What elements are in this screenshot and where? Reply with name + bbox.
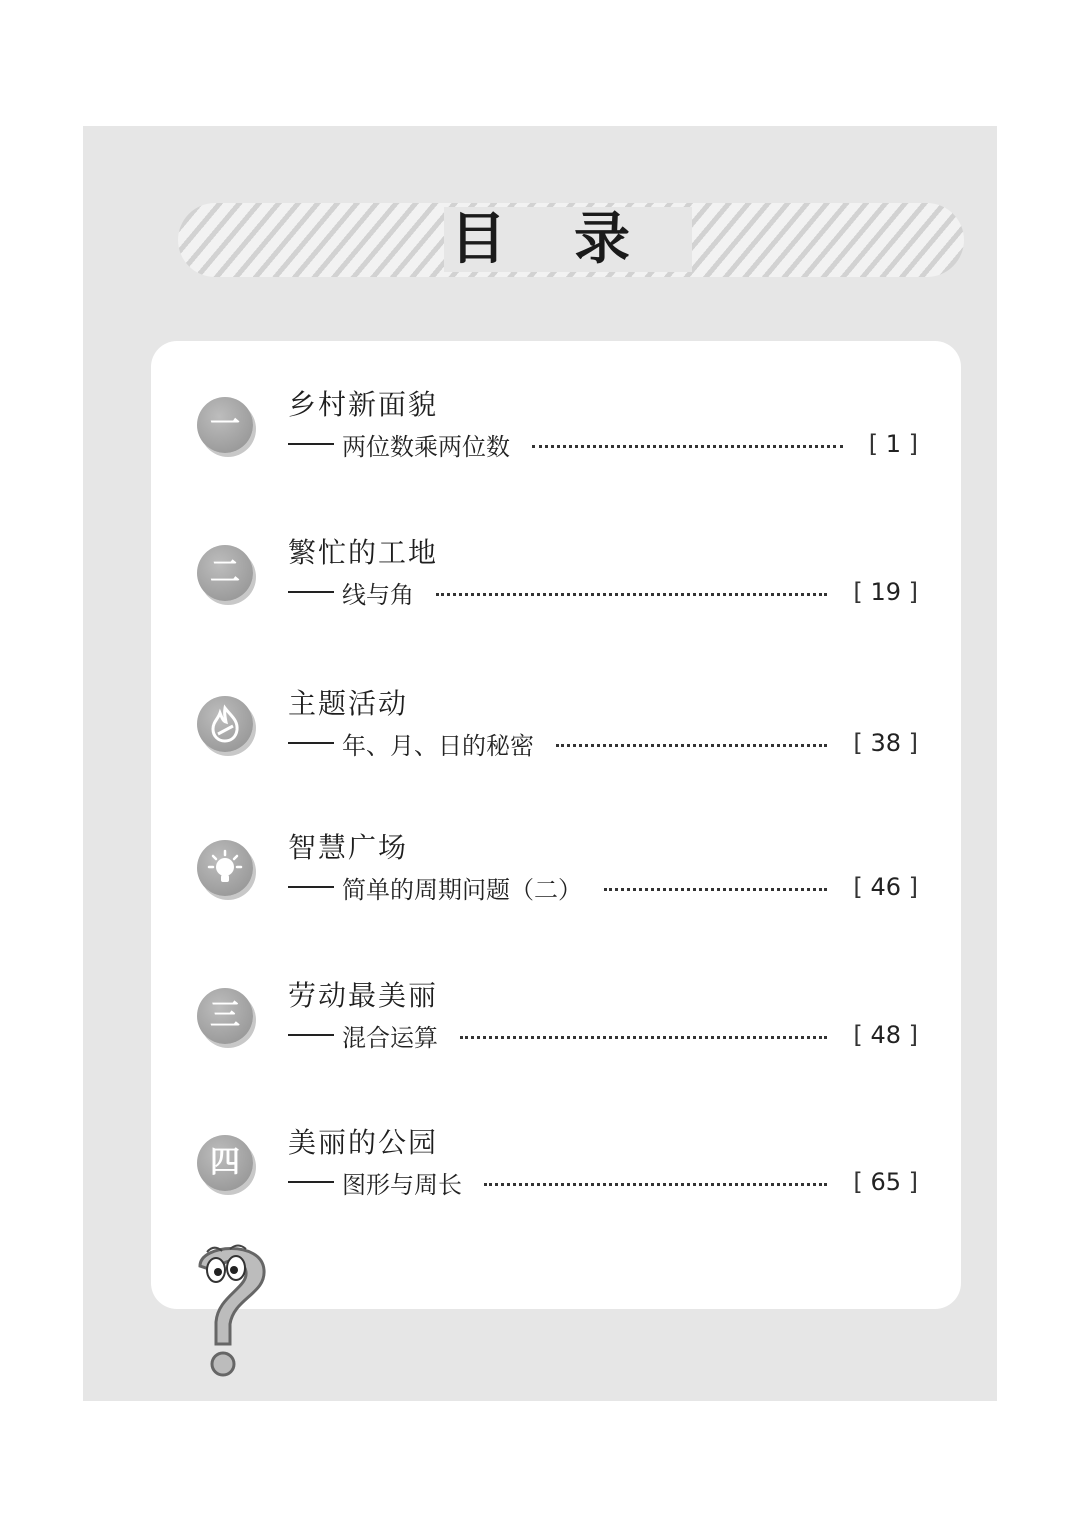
dash (288, 1034, 334, 1036)
dash (288, 742, 334, 744)
chapter-subtitle: 简单的周期问题（二） (342, 875, 582, 904)
bracket-close: ] (908, 578, 918, 606)
dot-leader (484, 1183, 827, 1186)
bracket-open: [ (853, 729, 863, 757)
toc-entry[interactable] (195, 974, 925, 1064)
subtitle-row (288, 726, 918, 760)
subtitle-row (288, 1165, 918, 1199)
chapter-badge: 一 (197, 397, 253, 453)
bracket-close: ] (908, 1021, 918, 1049)
dash (288, 591, 334, 593)
lightbulb-icon (197, 840, 253, 896)
dot-leader (604, 888, 827, 891)
bracket-open: [ (853, 873, 863, 901)
bracket-open: [ (853, 578, 863, 606)
chapter-subtitle: 图形与周长 (342, 1170, 462, 1199)
toc-entry[interactable] (195, 531, 925, 621)
chapter-badge: 四 (197, 1135, 253, 1191)
bracket-open: [ (868, 430, 879, 458)
dot-leader (556, 744, 827, 747)
page-number (853, 873, 918, 901)
chapter-subtitle: 混合运算 (342, 1023, 438, 1052)
page-number-value: 19 (870, 578, 901, 606)
chapter-subtitle: 线与角 (342, 580, 414, 609)
chapter-subtitle: 两位数乘两位数 (342, 432, 510, 461)
dot-leader (436, 593, 827, 596)
chapter-title: 乡村新面貌 (288, 388, 439, 421)
bracket-close: ] (908, 1168, 918, 1196)
dash (288, 1181, 334, 1183)
page-title (0, 204, 1080, 276)
chapter-subtitle: 年、月、日的秘密 (342, 731, 534, 760)
bracket-close: ] (908, 873, 918, 901)
toc-entry[interactable] (195, 1121, 925, 1211)
chapter-title: 智慧广场 (288, 831, 409, 864)
page-number (853, 729, 918, 757)
chapter-title: 主题活动 (288, 687, 409, 720)
subtitle-row (288, 1018, 918, 1052)
dash (288, 886, 334, 888)
page-number-value: 46 (870, 873, 901, 901)
dot-leader (460, 1036, 827, 1039)
subtitle-row (288, 870, 918, 904)
chapter-badge: 二 (197, 545, 253, 601)
page-number (853, 1021, 918, 1049)
bracket-close: ] (908, 729, 918, 757)
page-number-value: 48 (870, 1021, 901, 1049)
page-number (853, 1168, 918, 1196)
toc-entry[interactable] (195, 383, 925, 473)
toc-entry[interactable] (195, 826, 925, 916)
page-number-value: 38 (870, 729, 901, 757)
bracket-open: [ (853, 1168, 863, 1196)
page-number-value: 1 (885, 430, 901, 458)
page-number (853, 578, 918, 606)
page-title-char-1: 目 (444, 207, 568, 272)
chapter-title: 劳动最美丽 (288, 979, 439, 1012)
toc-entry[interactable] (195, 682, 925, 772)
page-title-char-2: 录 (568, 207, 692, 272)
page-number (869, 430, 918, 458)
chapter-title: 繁忙的工地 (288, 536, 439, 569)
subtitle-row (288, 575, 918, 609)
question-mark-mascot-icon (186, 1236, 276, 1381)
dot-leader (532, 445, 843, 448)
bracket-open: [ (853, 1021, 863, 1049)
bracket-close: ] (908, 430, 918, 458)
dash (288, 443, 334, 445)
chapter-title: 美丽的公园 (288, 1126, 439, 1159)
chapter-badge: 三 (197, 988, 253, 1044)
flame-icon (197, 696, 253, 752)
page-number-value: 65 (870, 1168, 901, 1196)
subtitle-row (288, 427, 918, 461)
